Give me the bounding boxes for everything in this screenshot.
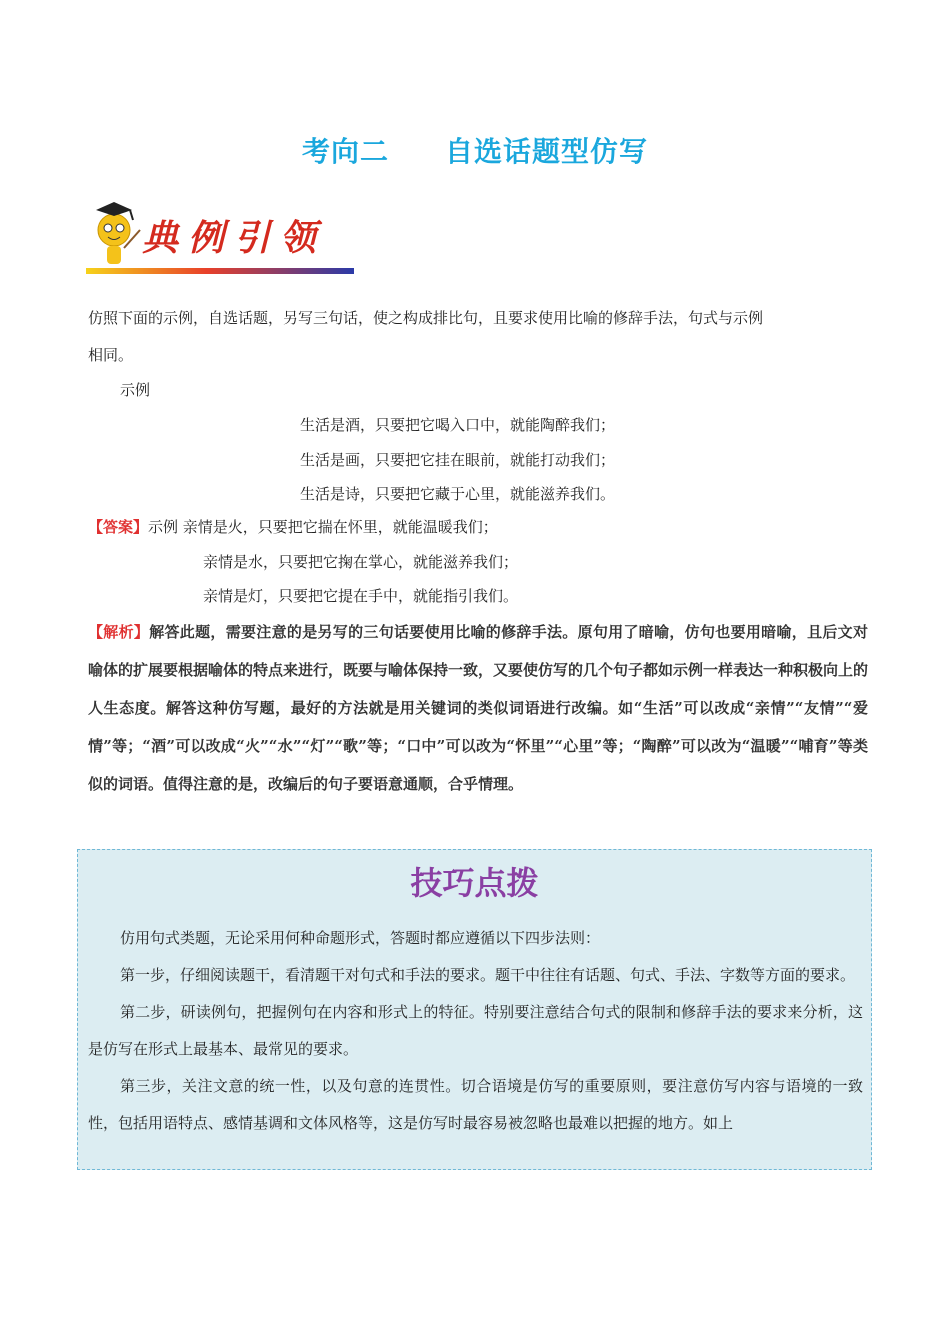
- analysis-label: 【解析】: [88, 623, 150, 641]
- section-banner: [86, 196, 356, 280]
- tips-paragraph: 仿用句式类题，无论采用何种命题形式，答题时都应遵循以下四步法则：: [120, 929, 601, 947]
- tips-paragraph: 第三步，关注文意的统一性，以及句意的连贯性。切合语境是仿写的重要原则，要注意仿写内容与语境的一致性，包括用语特点、感情基调和文体风格等，这是仿写时最容易被忽略也最难以把握的地方。如上: [88, 1077, 863, 1132]
- analysis-block: [88, 613, 868, 803]
- analysis-text: 解答此题，需要注意的是另写的三句话要使用比喻的修辞手法。原句用了暗喻，仿句也要用暗喻，且后文对喻体的扩展要根据喻体的特点来进行，既要与喻体保持一致，又要使仿写的几个句子都如示例一样表达一种积极向上的人生态度。解答这种仿写题，最好的方法就是用关键词的类似词语进行改编。如“生活”可以改成“亲情”“友情”“爱情”等；“酒”可以改成“火”“水”“灯”“歌”等；“口中”可以改为“怀里”“心里”等；“陶醉”可以改为“温暖”“哺育”等类似的词语。值得注意的是，改编后的句子要语意通顺，合乎情理。: [88, 623, 869, 793]
- title-part-1: 考向二: [301, 135, 389, 168]
- question-line-2: 相同。: [88, 346, 134, 364]
- example-line: 生活是画，只要把它挂在眼前，就能打动我们；: [300, 451, 616, 469]
- tips-body: [88, 920, 863, 1142]
- tips-box: [77, 849, 872, 1170]
- answer-line: [88, 517, 498, 537]
- answer-line: 亲情是灯，只要把它提在手中，就能指引我们。: [203, 587, 519, 605]
- tips-paragraph: 第一步，仔细阅读题干，看清题干对句式和手法的要求。题干中往往有话题、句式、手法、字数等方面的要求。: [120, 966, 856, 984]
- example-line: 生活是诗，只要把它藏于心里，就能滋养我们。: [300, 485, 616, 503]
- banner-label: 典例引领: [142, 217, 327, 259]
- page-title: [0, 130, 950, 170]
- tips-paragraph: 第二步，研读例句，把握例句在内容和形式上的特征。特别要注意结合句式的限制和修辞手法的要求来分析，这是仿写在形式上最基本、最常见的要求。: [88, 1003, 863, 1058]
- example-label: 示例: [120, 381, 151, 399]
- answer-label: 【答案】: [88, 518, 149, 536]
- answer-line: 亲情是水，只要把它掬在掌心，就能滋养我们；: [203, 553, 519, 571]
- title-part-2: 自选话题型仿写: [445, 135, 649, 168]
- tips-title: 技巧点拨: [410, 864, 539, 902]
- example-line: 生活是酒，只要把它喝入口中，就能陶醉我们；: [300, 416, 616, 434]
- question-line-1: 仿照下面的示例，自选话题，另写三句话，使之构成排比句，且要求使用比喻的修辞手法，句式与示例: [88, 309, 764, 327]
- answer-text: 示例 亲情是火，只要把它揣在怀里，就能温暖我们；: [148, 518, 498, 536]
